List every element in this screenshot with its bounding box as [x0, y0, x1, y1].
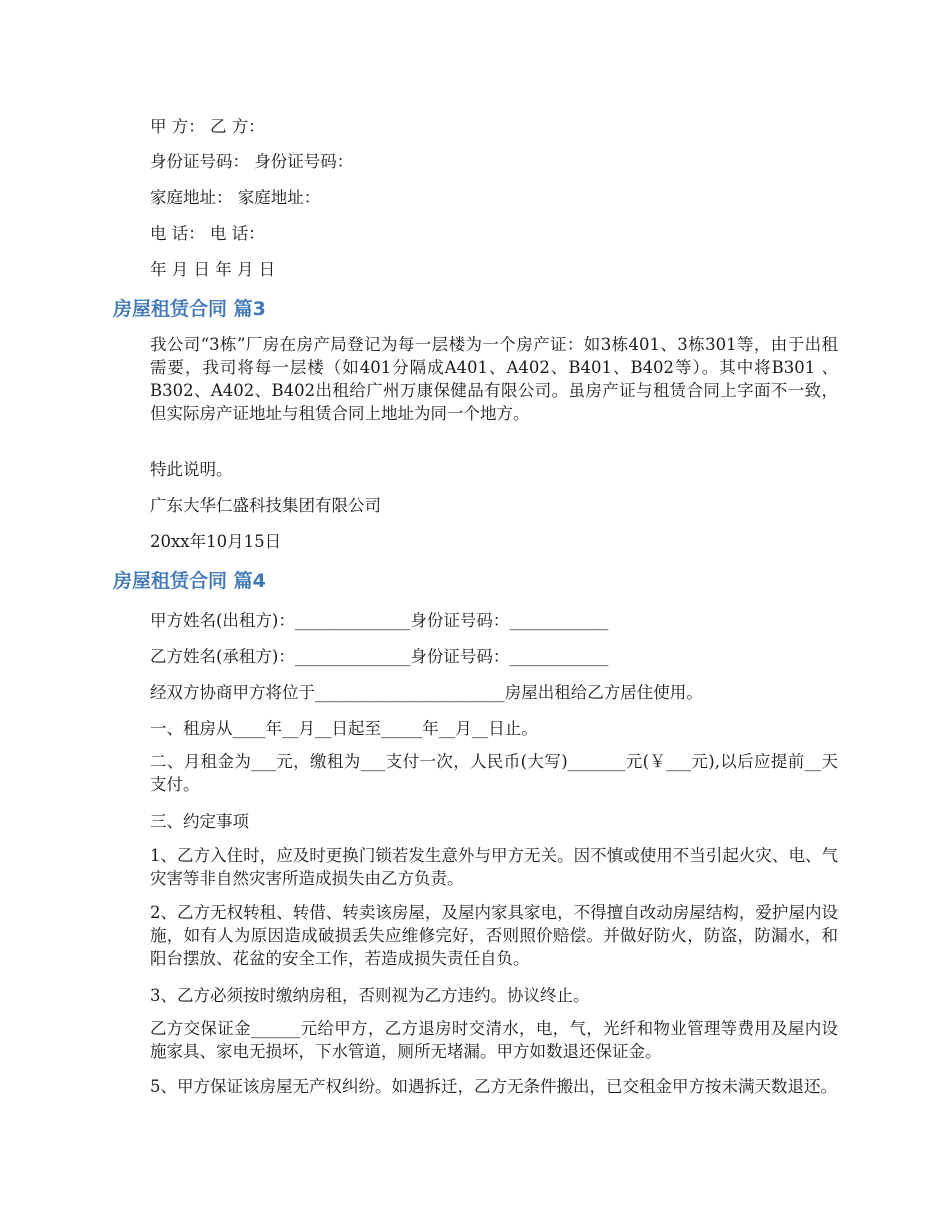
- party-names-line: 甲 方： 乙 方：: [150, 117, 265, 136]
- date-line: 年 月 日 年 月 日: [150, 260, 276, 279]
- section-4-heading: 房屋租赁合同 篇4: [113, 570, 266, 592]
- clause-2: [113, 901, 838, 970]
- company-name: 广东大华仁盛科技集团有限公司: [150, 496, 381, 515]
- deposit-text: 乙方交保证金______元给甲方，乙方退房时交清水，电，气，光纤和物业管理等费用及屋内设施家具、家电无损坏，下水管道，厕所无堵漏。甲方如数退还保证金。: [150, 1019, 838, 1061]
- declaration-date: 20xx年10月15日: [150, 532, 282, 551]
- terms-title: 三、约定事项: [150, 812, 249, 831]
- rent-text: 二、月租金为___元，缴租为___支付一次，人民币(大写)_______元(￥___元),以后应提前__天支付。: [150, 752, 838, 794]
- clause-1: [113, 844, 838, 890]
- section-3-body: [113, 333, 838, 425]
- location-line: 经双方协商甲方将位于_______________________房屋出租给乙方居住使用。: [150, 683, 703, 702]
- clause-5-text: 5、甲方保证该房屋无产权纠纷。如遇拆迁，乙方无条件搬出，已交租金甲方按未满天数退还。: [150, 1077, 837, 1096]
- term-line: 一、租房从____年__月__日起至_____年__月__日止。: [150, 719, 538, 738]
- section-3-paragraph: 我公司“3栋”厂房在房产局登记为每一层楼为一个房产证：如3栋401、3栋301等，由于出租需要，我司将每一层楼（如401分隔成A401、A402、B401、B402等）。其中将B301 、B302、A402、B402出租给广州万康保健品有限公司。虽房产证与租赁合同上字面不一致，但实际房产证地址与租赁合同上地址为同一个地方。: [150, 335, 838, 423]
- home-address-line: 家庭地址： 家庭地址：: [150, 188, 321, 207]
- section-3-heading: 房屋租赁合同 篇3: [113, 298, 266, 320]
- rent-paragraph: [113, 750, 838, 796]
- clause-1-text: 1、乙方入住时，应及时更换门锁若发生意外与甲方无关。因不慎或使用不当引起火灾、电、气灾害等非自然灾害所造成损失由乙方负责。: [150, 846, 838, 888]
- clause-3: 3、乙方必须按时缴纳房租，否则视为乙方违约。协议终止。: [150, 986, 590, 1005]
- lessee-line: 乙方姓名(承租方)：______________身份证号码：____________: [150, 647, 609, 666]
- id-number-line: 身份证号码： 身份证号码：: [150, 152, 354, 171]
- lessor-line: 甲方姓名(出租方)：______________身份证号码：____________: [150, 611, 609, 630]
- clause-5: [113, 1075, 838, 1098]
- clause-2-text: 2、乙方无权转租、转借、转卖该房屋，及屋内家具家电，不得擅自改动房屋结构，爱护屋内设施，如有人为原因造成破损丢失应维修完好，否则照价赔偿。并做好防火，防盗，防漏水，和阳台摆放、花盆的安全工作，若造成损失责任自负。: [150, 903, 838, 968]
- deposit-paragraph: [113, 1017, 838, 1063]
- phone-line: 电 话： 电 话：: [150, 224, 265, 243]
- declaration-note: 特此说明。: [150, 460, 233, 479]
